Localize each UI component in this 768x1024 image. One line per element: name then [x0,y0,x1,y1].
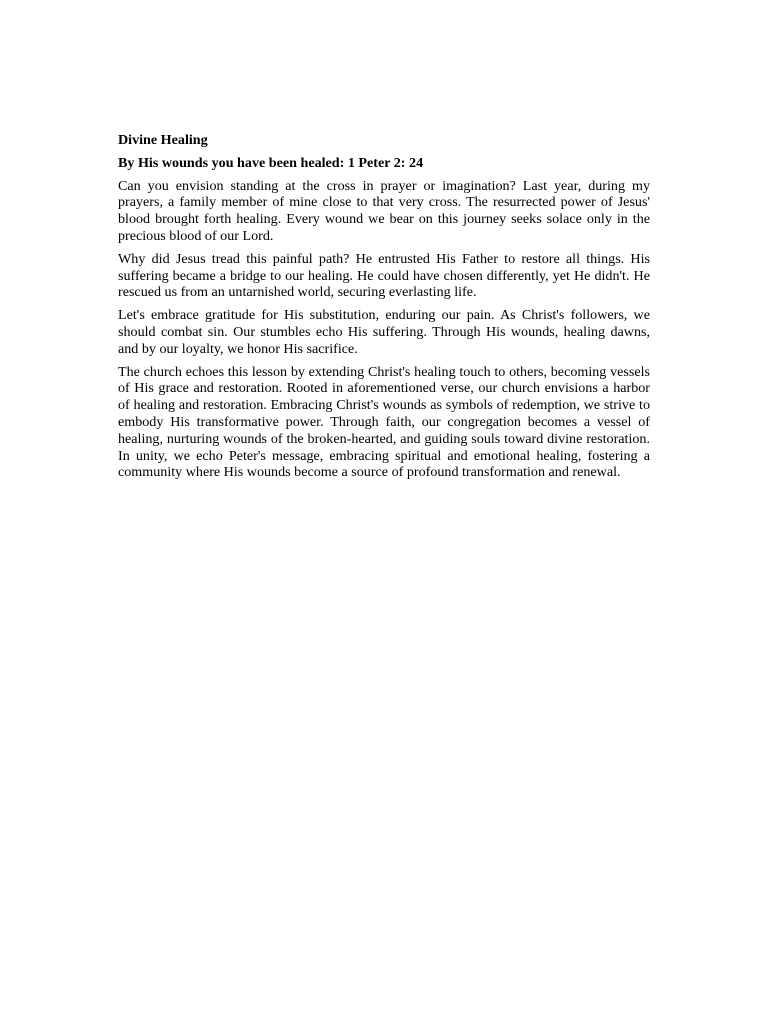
paragraph-4: The church echoes this lesson by extending Christ's healing touch to others, becoming vessels of His grace and restoration. Rooted in aforementioned verse, our church envisions a harbor of healing and restoration. Embracing Christ's wounds as symbols of redemption, we strive to embody His transformative power. Through faith, our congregation becomes a vessel of healing, nurturing wounds of the broken-hearted, and guiding souls toward divine restoration. In unity, we echo Peter's message, embracing spiritual and emotional healing, fostering a community where His wounds become a source of profound transformation and renewal. [118,363,650,481]
document-page [118,132,650,487]
paragraph-1: Can you envision standing at the cross in prayer or imagination? Last year, during my prayers, a family member of mine close to that very cross. The resurrected power of Jesus' blood brought forth healing. Every wound we bear on this journey seeks solace only in the precious blood of our Lord. [118,177,650,244]
paragraph-2: Why did Jesus tread this painful path? He entrusted His Father to restore all things. His suffering became a bridge to our healing. He could have chosen differently, yet He didn't. He rescued us from an untarnished world, securing everlasting life. [118,250,650,301]
paragraph-3: Let's embrace gratitude for His substitution, enduring our pain. As Christ's followers, we should combat sin. Our stumbles echo His suffering. Through His wounds, healing dawns, and by our loyalty, we honor His sacrifice. [118,307,650,357]
document-subtitle: By His wounds you have been healed: 1 Peter 2: 24 [118,154,424,171]
document-title: Divine Healing [118,132,208,148]
